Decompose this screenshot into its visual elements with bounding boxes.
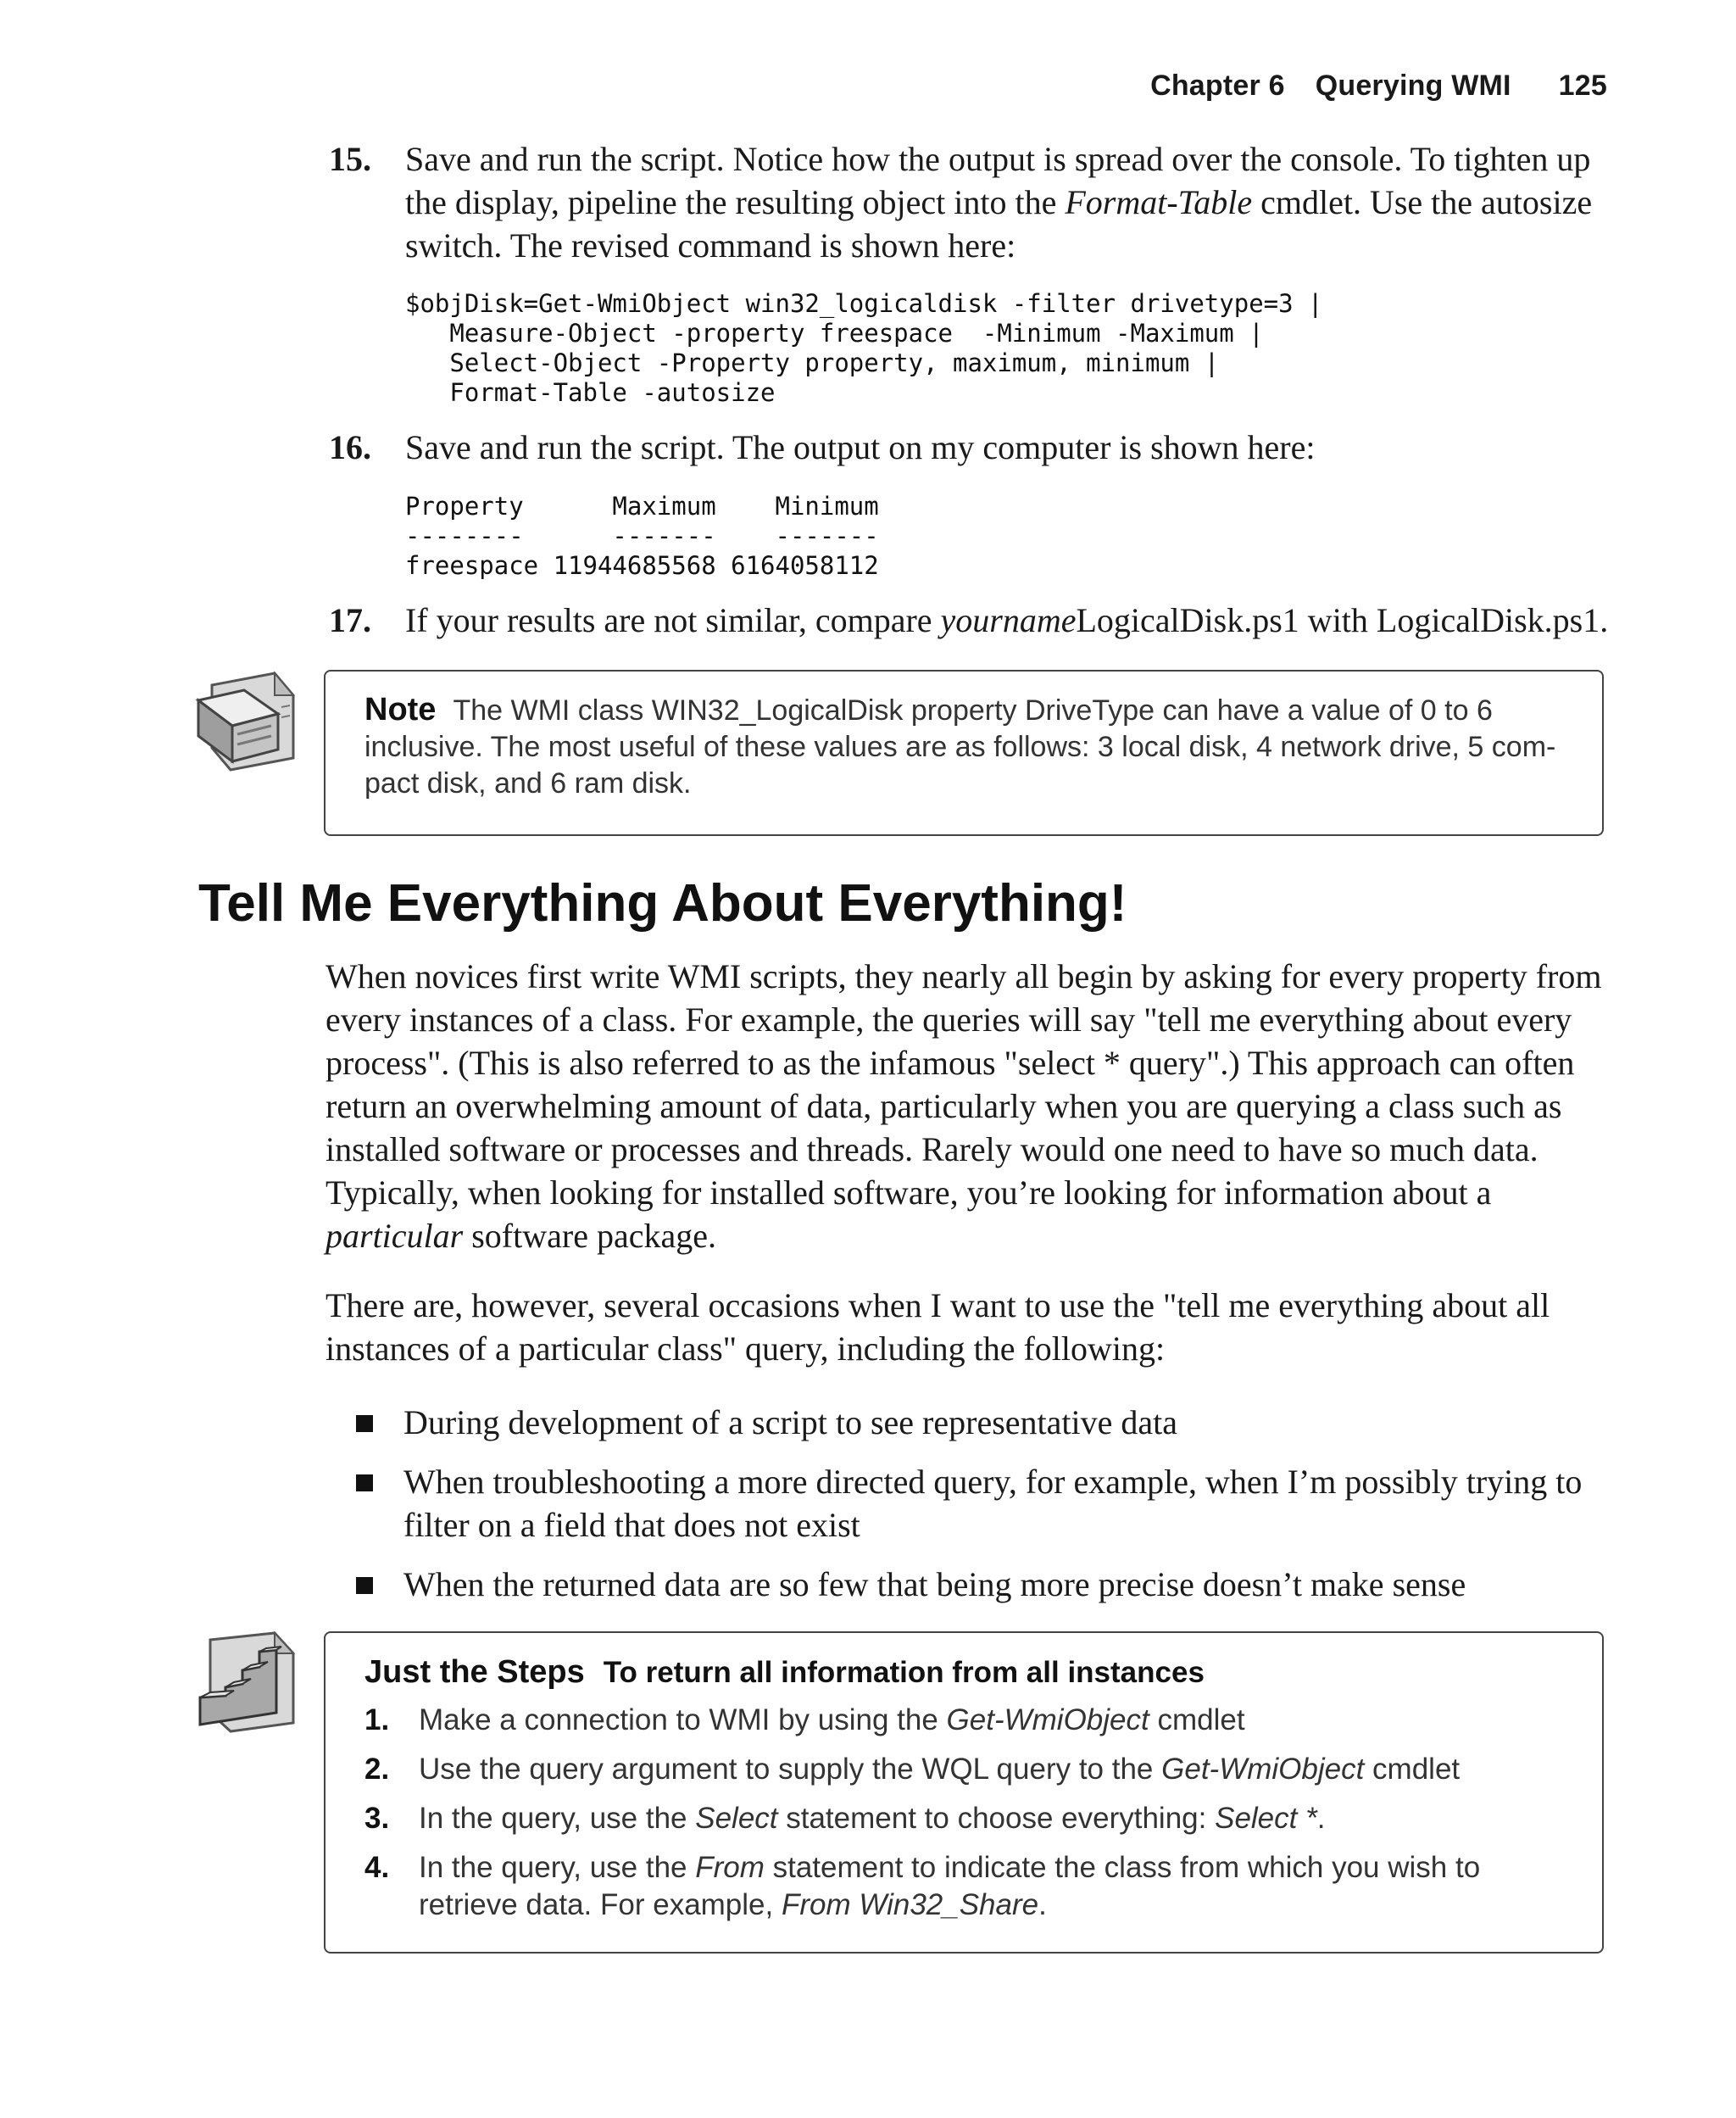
chapter-title: Querying WMI — [1315, 70, 1511, 102]
step-number: 16. — [329, 428, 371, 466]
code-line: Property Maximum Minimum — [405, 492, 879, 521]
just-the-steps-box — [324, 1631, 1604, 1954]
list-item: 3. In the query, use the Select statement to choose everything: Select *. — [364, 1802, 1326, 1835]
code-block-command — [405, 289, 1323, 408]
steps-list — [364, 1702, 1563, 1924]
chapter-label: Chapter 6 — [1150, 70, 1285, 102]
step-text: Save and run the script. Notice how the output is spread over the console. To tighten up the display, pipeline the resulting object into the Format-Table cmdlet. Use the autosize switch. The revised command is shown here: — [405, 140, 1593, 265]
list-item: When the returned data are so few that being more precise doesn’t make sense — [351, 1563, 1614, 1606]
steps-label: Just the Steps — [364, 1654, 585, 1690]
code-line: Measure-Object -property freespace -Minimum -Maximum | — [405, 319, 1264, 348]
body-paragraph: When novices first write WMI scripts, they nearly all begin by asking for every property from every instances of a class. For example, the queries will say "tell me everything about every process". (This is also referred to as the infamous "select * query".) This approach can often return an overwhelming amount of data, particularly when you are querying a class such as installed software or processes and threads. Rarely would one need to have so much data. Typically, when looking for installed software, you’re looking for information about a particular software package. — [326, 957, 1602, 1255]
step-text: Save and run the script. The output on my computer is shown here: — [405, 428, 1316, 466]
list-item: 1. Make a connection to WMI by using the Get-WmiObject cmdlet — [364, 1703, 1245, 1736]
page-number: 125 — [1558, 70, 1607, 102]
running-header — [1150, 70, 1607, 103]
step-17 — [329, 599, 1609, 642]
code-line: freespace 11944685568 6164058112 — [405, 551, 879, 580]
note-label: Note — [364, 692, 437, 727]
code-line: -------- ------- ------- — [405, 521, 879, 550]
code-line: Select-Object -Property property, maximum, minimum | — [405, 348, 1220, 377]
stairs-icon — [193, 1631, 295, 1733]
step-16 — [329, 426, 1609, 469]
section-heading: Tell Me Everything About Everything! — [198, 874, 1127, 933]
bullet-square-icon — [356, 1577, 373, 1594]
list-item: When troubleshooting a more directed query, for example, when I’m possibly trying to filter on a field that does not exist — [351, 1460, 1614, 1547]
step-text: If your results are not similar, compare yournameLogicalDisk.ps1 with LogicalDisk.ps1. — [405, 601, 1609, 639]
step-number: 17. — [329, 601, 371, 639]
body-paragraph: There are, however, several occasions when I want to use the "tell me everything about all instances of a particular class" query, including the following: — [326, 1286, 1550, 1368]
step-number: 15. — [329, 140, 371, 178]
steps-subtitle: To return all information from all instances — [603, 1656, 1205, 1689]
step-15 — [329, 137, 1609, 267]
note-content — [364, 692, 1563, 802]
code-line: Format-Table -autosize — [405, 378, 776, 407]
bullet-square-icon — [356, 1415, 373, 1432]
steps-heading — [364, 1650, 1563, 1695]
bullet-square-icon — [356, 1474, 373, 1491]
code-block-output — [405, 492, 879, 581]
code-line: $objDisk=Get-WmiObject win32_logicaldisk -filter drivetype=3 | — [405, 289, 1323, 318]
list-item: 2. Use the query argument to supply the WQL query to the Get-WmiObject cmdlet — [364, 1753, 1461, 1786]
list-item: 4. In the query, use the From statement to indicate the class from which you wish to retrieve data. For example, From Win32_Share. — [364, 1851, 1481, 1921]
list-item: During development of a script to see representative data — [351, 1401, 1614, 1444]
note-box — [324, 670, 1604, 836]
note-sheet-icon — [193, 670, 295, 772]
bullet-list — [351, 1401, 1614, 1622]
note-text: The WMI class WIN32_LogicalDisk property DriveType can have a value of 0 to 6 inclusive. The most useful of these values are as follows: 3 local disk, 4 network drive, 5 com-pact disk, and 6 ram disk. — [364, 694, 1556, 800]
